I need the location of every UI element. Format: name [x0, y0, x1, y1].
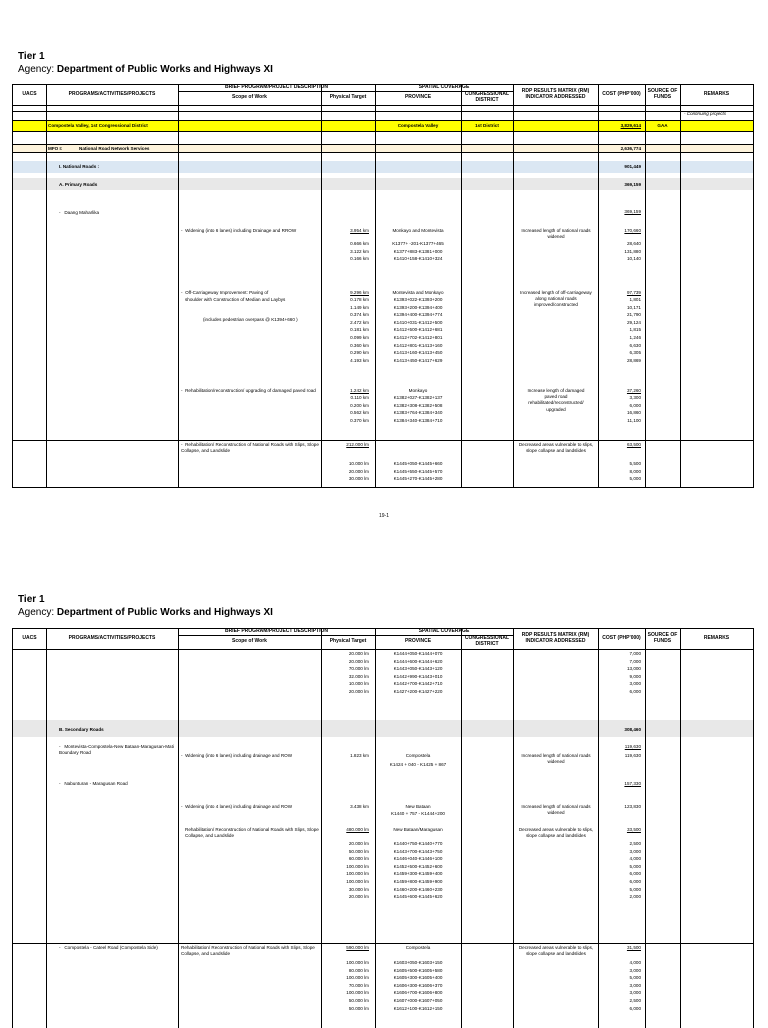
header-cost: COST (PHP'000) — [602, 635, 641, 642]
row-physical-target: 50.000 lm — [348, 998, 369, 1003]
row-station: K1377+883-K1381+000 — [393, 248, 443, 254]
row-physical-target: 1.149 km — [350, 304, 369, 310]
montevista-target: 1.823 km — [350, 753, 369, 758]
row-cost: 21,790 — [626, 312, 641, 318]
g2-scope-line3: (includes pedestrian overpass @ K1394+660 ) — [203, 317, 298, 322]
header-remarks: REMARKS — [703, 91, 730, 98]
nab-widen-cost: 123,830 — [624, 804, 641, 809]
primary-roads-label: A. Primary Roads — [59, 182, 98, 187]
nab-rehab-target-total: 480.000 lm — [346, 827, 369, 832]
header-district: CONGRESSIONAL DISTRICT — [464, 635, 510, 647]
row-station: K1605+500-K1605+580 — [393, 967, 443, 973]
row-physical-target: 20.000 lm — [348, 468, 369, 474]
montevista-cost: 119,630 — [624, 753, 641, 758]
row-physical-target: 0.370 km — [350, 417, 369, 423]
row-station: K1444+050-K1444+070 — [393, 651, 443, 656]
header-source: SOURCE OF FUNDS — [647, 88, 678, 100]
row-cost: 8,000 — [629, 468, 641, 474]
row-physical-target: 0.110 km — [350, 395, 369, 400]
row-station: K1607+000-K1607+050 — [393, 998, 443, 1003]
row-station: K1603+050-K1603+150 — [393, 960, 443, 965]
primary-roads-band — [13, 178, 753, 190]
row-station: K1383+764-K1384+340 — [393, 410, 443, 416]
row-physical-target: 0.374 km — [350, 312, 369, 318]
agency-name: Department of Public Works and Highways XI — [56, 64, 273, 75]
district-row-label: Compostela Valley, 1st Congressional District — [48, 123, 148, 128]
row-cost: 5,500 — [629, 461, 641, 466]
primary-roads-cost: 369,159 — [624, 182, 641, 187]
row-station: K1460+200-K1460+230 — [393, 886, 443, 892]
row-physical-target: 0.360 km — [350, 342, 369, 348]
g1-cost-total: 170,660 — [624, 228, 641, 233]
row-station: K1459+300-K1459+400 — [393, 871, 443, 877]
row-physical-target: 100.000 lm — [346, 871, 369, 877]
cateel-road-label: - Compostela - Cateel Road (Compostela Side) — [59, 945, 158, 950]
secondary-roads-cost: 308,460 — [624, 727, 641, 732]
row-cost: 16,860 — [626, 410, 641, 416]
row-station: K1443+700-K1443+750 — [393, 848, 443, 854]
row-physical-target: 30.000 lm — [348, 476, 369, 482]
row-station: K1605+300-K1605+400 — [393, 975, 443, 981]
row-physical-target: 0.181 km — [350, 327, 369, 333]
row-station: K1445+270-K1445+280 — [393, 476, 443, 482]
header-province: PROVINCE — [404, 638, 432, 645]
montevista-station: K1424 + 040 - K1425 + 867 — [389, 762, 447, 767]
row-station: K1394+400-K1394+774 — [393, 312, 443, 318]
page2-table — [12, 628, 754, 1028]
row-physical-target: 100.000 lm — [346, 960, 369, 965]
header-scope: Scope of Work — [232, 94, 267, 101]
row-station: K1445+600-K1445+620 — [393, 894, 443, 900]
row-physical-target: 10.000 lm — [348, 461, 369, 466]
row-station: K1445+550-K1445+570 — [393, 468, 443, 474]
row-physical-target: 100.000 lm — [346, 975, 369, 981]
row-cost: 6,000 — [629, 879, 641, 884]
nab-widen-province: New Bataan — [405, 804, 431, 809]
district-row-district: 1st District — [475, 123, 499, 128]
row-cost: 6,630 — [629, 342, 641, 348]
row-cost: 10,171 — [626, 304, 641, 310]
header-remarks: REMARKS — [703, 635, 730, 642]
row-station: K1412+500-K1412+681 — [393, 327, 443, 333]
daang-maharlika-cost: 369,159 — [624, 209, 641, 214]
page-number: 19-1 — [378, 513, 389, 519]
montevista-cost-total: 119,630 — [624, 744, 641, 749]
page1-tier-label: Tier 1 — [18, 51, 45, 62]
header-target: Physical Target — [329, 94, 367, 101]
row-station: K1442+700-K1442+710 — [393, 681, 443, 687]
row-station: K1382+027-K1382+137 — [393, 395, 443, 400]
row-physical-target: 60.000 lm — [348, 856, 369, 862]
cateel-target-total: 590.000 lm — [346, 945, 369, 950]
header-brief: BRIEF PROGRAM/PROJECT DESCRIPTION — [224, 84, 329, 91]
row-cost: 3,000 — [629, 848, 641, 854]
row-station: K1446+040-K1446+100 — [393, 856, 443, 862]
row-cost: 6,000 — [629, 689, 641, 694]
row-cost: 1,815 — [629, 327, 641, 333]
row-cost: 29,124 — [626, 319, 641, 325]
g4-rdp: Decreased areas vulnerable to slips, slope collapse and landslides — [518, 442, 594, 454]
row-cost: 13,000 — [626, 666, 641, 672]
row-cost: 5,000 — [629, 975, 641, 981]
row-physical-target: 100.000 lm — [346, 879, 369, 884]
district-row-cost: 3,829,614 — [620, 123, 641, 128]
national-roads-label: I. National Roads : — [59, 164, 100, 169]
header-district: CONGRESSIONAL DISTRICT — [464, 91, 510, 103]
row-cost: 4,000 — [629, 960, 641, 965]
nabunturan-road-label: - Nabunturan - Maragusan Road — [59, 781, 128, 786]
secondary-roads-band — [13, 720, 753, 737]
g4-scope: - Rehabilitation/ Reconstruction of National Roads with Slips, Slope Collapse, and Landslide — [181, 442, 319, 454]
row-station: K1377+ -201-K1377+465 — [392, 241, 444, 246]
g2-cost-total: 97,739 — [626, 290, 641, 295]
header-scope: Scope of Work — [232, 638, 267, 645]
national-roads-band — [13, 161, 753, 173]
mfo-cost: 2,636,774 — [620, 146, 641, 151]
header-spatial: SPATIAL COVERAGE — [418, 628, 470, 635]
row-cost: 131,880 — [624, 248, 641, 254]
national-roads-cost: 901,449 — [624, 164, 641, 169]
row-physical-target: 4.193 km — [350, 357, 369, 363]
cateel-cost-total: 31,500 — [626, 945, 641, 950]
nab-rehab-scope: Rehabilitation/ Reconstruction of National Roads with Slips, Slope Collapse, and Landslide — [185, 827, 319, 839]
header-uacs: UACS — [22, 91, 37, 98]
g2-rdp: Increased length of off-carriageway along national roads improved/constructed — [520, 290, 592, 308]
page1-agency-line — [18, 64, 273, 75]
montevista-road-label: - Montevista-Compostela-New Bataan-Maragusan-Mati Boundary Road — [59, 744, 174, 756]
row-physical-target: 30.000 lm — [348, 886, 369, 892]
nab-widen-station: K1440 + 757 - K1444+200 — [391, 811, 445, 816]
row-cost: 3,000 — [629, 681, 641, 687]
nab-rehab-province: New Bataan/Maragusan — [393, 827, 443, 832]
header-brief: BRIEF PROGRAM/PROJECT DESCRIPTION — [224, 628, 329, 635]
row-cost: 6,000 — [629, 871, 641, 877]
secondary-roads-label: B. Secondary Roads — [59, 727, 104, 732]
district-row-province: Compostela Valley — [397, 123, 439, 128]
g1-target-total: 3.954 km — [350, 228, 369, 233]
header-programs: PROGRAMS/ACTIVITIES/PROJECTS — [68, 635, 156, 642]
row-cost: 7,000 — [629, 651, 641, 656]
row-station: K1410+158-K1410+324 — [393, 256, 443, 262]
cateel-province: Compostela — [405, 945, 431, 950]
row-cost: 6,000 — [629, 1005, 641, 1011]
row-physical-target: 0.666 km — [350, 241, 369, 246]
row-physical-target: 50.000 lm — [348, 1005, 369, 1011]
row-physical-target: 10.000 lm — [348, 681, 369, 687]
g3-province: Monkayo — [408, 388, 428, 393]
row-physical-target: 20.000 lm — [348, 841, 369, 846]
row-cost: 6,305 — [629, 350, 641, 356]
row-cost: 9,000 — [629, 673, 641, 679]
row-cost: 1,246 — [629, 335, 641, 340]
row-station: K1393+200-K1394+400 — [393, 304, 443, 310]
header-rdp: RDP RESULTS MATRIX (RM) INDICATOR ADDRESSED — [521, 88, 590, 100]
g3-cost-total: 37,260 — [626, 388, 641, 393]
g1-scope: - Widening (into 6 lanes) including Drainage and RROW — [181, 228, 297, 233]
row-physical-target: 70.000 lm — [348, 982, 369, 988]
header-rdp: RDP RESULTS MATRIX (RM) INDICATOR ADDRESSED — [521, 632, 590, 644]
row-cost: 3,000 — [629, 982, 641, 988]
agency-name: Department of Public Works and Highways XI — [56, 607, 273, 618]
row-physical-target: 0.290 km — [350, 350, 369, 356]
row-physical-target: 0.166 km — [350, 256, 369, 262]
row-station: K1606+300-K1606+370 — [393, 982, 443, 988]
row-station: K1384+340-K1384+710 — [393, 417, 443, 423]
row-station: K1393+022-K1393+200 — [393, 297, 443, 302]
row-physical-target: 2.472 km — [350, 319, 369, 325]
header-uacs: UACS — [22, 635, 37, 642]
header-province: PROVINCE — [404, 94, 432, 101]
montevista-rdp: Increased length of national roads widened — [521, 753, 591, 765]
page1-table — [12, 84, 754, 488]
row-physical-target: 32.000 lm — [348, 673, 369, 679]
g3-rdp: Increase length of damaged paved road rehabilitated/reconstructed/ upgraded — [527, 388, 585, 412]
row-physical-target: 20.000 lm — [348, 658, 369, 664]
header-target: Physical Target — [329, 638, 367, 645]
montevista-scope: - Widening (into 6 lanes) including drainage and ROW — [181, 753, 293, 758]
row-physical-target: 0.200 km — [350, 402, 369, 408]
row-physical-target: 3.122 km — [350, 248, 369, 254]
remark-continuing: - Continuing projects — [684, 111, 727, 116]
row-physical-target: 0.562 km — [350, 410, 369, 416]
g1-province: Monkayo and Montevista — [392, 228, 444, 233]
row-station: K1410+031-K1412+500 — [393, 319, 443, 325]
header-spatial: SPATIAL COVERAGE — [418, 84, 470, 91]
row-station: K1382+308-K1382+508 — [393, 402, 443, 408]
row-cost: 28,640 — [626, 241, 641, 246]
cateel-rdp: Decreased areas vulnerable to slips, slope collapse and landslides — [518, 945, 594, 957]
row-cost: 1,801 — [629, 297, 641, 302]
row-station: K1444+600-K1444+620 — [393, 658, 443, 664]
row-cost: 2,500 — [629, 998, 641, 1003]
row-physical-target: 0.178 km — [350, 297, 369, 302]
row-station: K1443+050-K1443+120 — [393, 666, 443, 672]
row-cost: 3,300 — [629, 395, 641, 400]
nab-widen-target: 3.438 km — [350, 804, 369, 809]
g4-cost-total: 63,500 — [626, 442, 641, 447]
row-cost: 6,000 — [629, 402, 641, 408]
page2-agency-line — [18, 607, 273, 618]
row-station: K1427+200-K1427+220 — [393, 689, 443, 694]
row-station: K1413+160-K1413+450 — [393, 350, 443, 356]
mfo-name: National Road Network Services — [79, 146, 150, 151]
row-cost: 5,000 — [629, 886, 641, 892]
row-station: K1452+500-K1452+600 — [393, 863, 443, 869]
g2-target-total: 9.296 km — [350, 290, 369, 295]
row-cost: 4,000 — [629, 856, 641, 862]
nab-rehab-cost-total: 33,500 — [626, 827, 641, 832]
g2-scope-line2: shoulder with Construction of Median and Laybys — [185, 297, 286, 302]
row-cost: 2,000 — [629, 894, 641, 900]
g3-scope: - Rehabilitation/reconstruction/ upgrading of damaged paved road — [181, 388, 316, 393]
row-physical-target: 20.000 lm — [348, 689, 369, 694]
district-row-source: GAA — [657, 123, 668, 128]
row-cost: 2,500 — [629, 841, 641, 846]
nab-rehab-rdp: Decreased areas vulnerable to slips, slope collapse and landslides — [518, 827, 594, 839]
row-physical-target: 20.000 lm — [348, 651, 369, 656]
row-station: K1459+800-K1459+900 — [393, 879, 443, 884]
row-physical-target: 100.000 lm — [346, 863, 369, 869]
row-station: K1445+050-K1445+660 — [393, 461, 443, 466]
nabunturan-cost: 157,330 — [624, 781, 641, 786]
row-cost: 28,869 — [626, 357, 641, 363]
g4-target-total: 212.000 lm — [346, 442, 369, 447]
page2-tier-label: Tier 1 — [18, 594, 45, 605]
row-cost: 11,100 — [627, 417, 641, 423]
nab-widen-rdp: Increased length of national roads widened — [521, 804, 591, 816]
row-physical-target: 0.099 km — [350, 335, 369, 340]
header-cost: COST (PHP'000) — [602, 91, 641, 98]
row-cost: 3,000 — [629, 990, 641, 996]
montevista-province: Compostela — [405, 753, 431, 758]
nab-widen-scope: - Widening (into 4 lanes) including drainage and ROW — [181, 804, 293, 809]
row-physical-target: 50.000 lm — [348, 848, 369, 854]
row-station: K1413+450-K1417+629 — [393, 357, 443, 363]
mfo-label: MFO I: — [48, 146, 63, 151]
header-programs: PROGRAMS/ACTIVITIES/PROJECTS — [68, 91, 156, 98]
row-cost: 7,000 — [629, 658, 641, 664]
row-station: K1442+990-K1443+010 — [393, 673, 443, 679]
cateel-scope: Rehabilitation/ Reconstruction of National Roads with Slips, Slope Collapse, and Landslide — [181, 945, 315, 957]
g1-rdp: Increased length of national roads widened — [521, 228, 591, 240]
g3-target-total: 1.242 km — [350, 388, 369, 393]
row-physical-target: 20.000 lm — [348, 894, 369, 900]
row-station: K1606+700-K1606+800 — [393, 990, 443, 996]
row-cost: 10,140 — [626, 256, 641, 262]
row-physical-target: 80.000 lm — [348, 967, 369, 973]
row-station: K1440+750-K1440+770 — [393, 841, 443, 846]
row-cost: 3,000 — [629, 967, 641, 973]
header-source: SOURCE OF FUNDS — [647, 632, 678, 644]
row-physical-target: 70.000 lm — [348, 666, 369, 672]
daang-maharlika-label: - Daang Maharlika — [59, 210, 100, 215]
row-station: K1612+100-K1612+150 — [393, 1005, 443, 1011]
g2-scope-line1: - Off-Carriageway Improvement: Paving of — [181, 290, 269, 295]
row-cost: 5,000 — [629, 476, 641, 482]
row-station: K1412+702-K1412+801 — [393, 335, 443, 340]
row-physical-target: 100.000 lm — [346, 990, 369, 996]
row-station: K1412+801-K1413+160 — [393, 342, 443, 348]
row-cost: 5,000 — [629, 863, 641, 869]
g2-province: Montevista and Monkayo — [392, 290, 444, 295]
agency-label: Agency: — [18, 607, 55, 618]
agency-label: Agency: — [18, 64, 55, 75]
